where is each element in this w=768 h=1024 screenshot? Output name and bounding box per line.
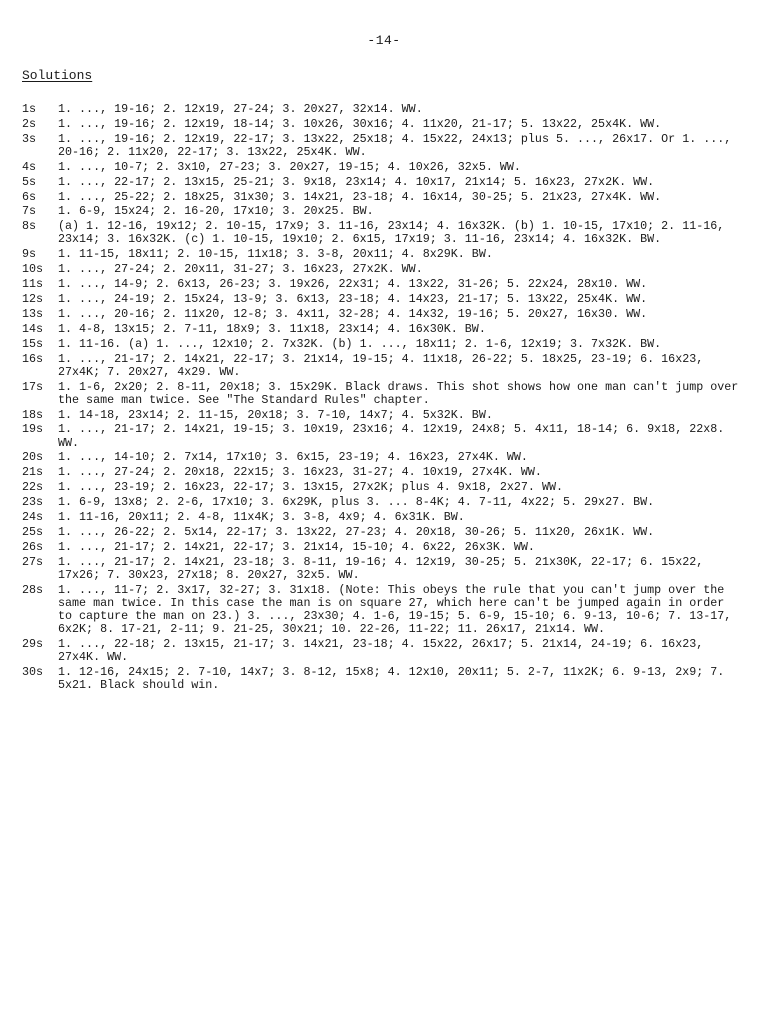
solution-number: 30s	[22, 664, 44, 679]
solution-number: 22s	[22, 480, 44, 495]
solutions-list	[22, 103, 744, 694]
solution-moves: 1. ..., 19-16; 2. 12x19, 22-17; 3. 13x22, 25x18; 4. 15x22, 24x13; plus 5. ..., 26x17. Or 1. ..., 20-16; 2. 11x20, 22-17; 3. 13x22, 25x4K. WW.	[58, 131, 732, 159]
solution-entry	[22, 381, 744, 407]
solution-moves: 1. ..., 21-17; 2. 14x21, 22-17; 3. 21x14, 19-15; 4. 11x18, 26-22; 5. 18x25, 23-19; 6. 16x23, 27x4K; 7. 20x27, 4x29. WW.	[58, 351, 704, 379]
solution-moves: 1. ..., 10-7; 2. 3x10, 27-23; 3. 20x27, 19-15; 4. 10x26, 32x5. WW.	[58, 159, 521, 174]
solution-entry	[22, 161, 744, 174]
solution-entry	[22, 541, 744, 554]
solution-number: 6s	[22, 189, 37, 204]
solution-entry	[22, 248, 744, 261]
solution-moves: 1. ..., 22-18; 2. 13x15, 21-17; 3. 14x21, 23-18; 4. 15x22, 26x17; 5. 21x14, 24-19; 6. 16x23, 27x4K. WW.	[58, 636, 704, 664]
solution-number: 8s	[22, 219, 37, 234]
solution-moves: 1. 11-15, 18x11; 2. 10-15, 11x18; 3. 3-8, 20x11; 4. 8x29K. BW.	[58, 247, 493, 262]
solution-moves: 1. ..., 19-16; 2. 12x19, 27-24; 3. 20x27, 32x14. WW.	[58, 102, 423, 116]
solution-number: 18s	[22, 407, 44, 422]
solution-moves: 1. ..., 26-22; 2. 5x14, 22-17; 3. 13x22, 27-23; 4. 20x18, 30-26; 5. 11x20, 26x1K. WW.	[58, 524, 655, 539]
solution-number: 10s	[22, 262, 44, 277]
solution-number: 11s	[22, 277, 44, 292]
solution-number: 21s	[22, 465, 44, 480]
solution-entry	[22, 118, 744, 131]
solution-moves: 1. 4-8, 13x15; 2. 7-11, 18x9; 3. 11x18, 23x14; 4. 16x30K. BW.	[58, 321, 486, 336]
solution-entry	[22, 556, 744, 582]
solution-number: 20s	[22, 450, 44, 465]
solution-entry	[22, 526, 744, 539]
solution-entry	[22, 205, 744, 218]
solution-number: 1s	[22, 102, 37, 116]
solution-moves: 1. ..., 21-17; 2. 14x21, 19-15; 3. 10x19, 23x16; 4. 12x19, 24x8; 5. 4x11, 18-14; 6. 9x18, 22x8. WW.	[58, 422, 725, 450]
solution-number: 4s	[22, 159, 37, 174]
solution-entry	[22, 278, 744, 291]
solution-number: 13s	[22, 306, 44, 321]
solution-number: 25s	[22, 524, 44, 539]
solution-number: 28s	[22, 582, 44, 597]
solution-entry	[22, 496, 744, 509]
solution-moves: 1. ..., 27-24; 2. 20x18, 22x15; 3. 16x23, 31-27; 4. 10x19, 27x4K. WW.	[58, 465, 542, 480]
solution-entry	[22, 323, 744, 336]
solution-moves: 1. 11-16. (a) 1. ..., 12x10; 2. 7x32K. (b) 1. ..., 18x11; 2. 1-6, 12x19; 3. 7x32K. BW.	[58, 336, 662, 351]
solution-entry	[22, 451, 744, 464]
solution-entry	[22, 511, 744, 524]
solution-moves: 1. ..., 20-16; 2. 11x20, 12-8; 3. 4x11, 32-28; 4. 14x32, 19-16; 5. 20x27, 16x30. WW.	[58, 306, 648, 321]
solution-entry	[22, 481, 744, 494]
solution-entry	[22, 191, 744, 204]
solution-moves: 1. 1-6, 2x20; 2. 8-11, 20x18; 3. 15x29K. Black draws. This shot shows how one man can't jump over the same man twice. See "The Standard Rules" chapter.	[58, 379, 739, 407]
solution-number: 17s	[22, 379, 44, 394]
solution-moves: 1. ..., 25-22; 2. 18x25, 31x30; 3. 14x21, 23-18; 4. 16x14, 30-25; 5. 21x23, 27x4K. WW.	[58, 189, 662, 204]
solution-number: 9s	[22, 247, 37, 262]
solution-number: 23s	[22, 495, 44, 510]
solution-moves: 1. ..., 21-17; 2. 14x21, 22-17; 3. 21x14, 15-10; 4. 6x22, 26x3K. WW.	[58, 539, 535, 554]
solution-number: 27s	[22, 554, 44, 569]
solution-moves: 1. ..., 14-10; 2. 7x14, 17x10; 3. 6x15, 23-19; 4. 16x23, 27x4K. WW.	[58, 450, 528, 465]
solution-moves: 1. 6-9, 13x8; 2. 2-6, 17x10; 3. 6x29K, plus 3. ... 8-4K; 4. 7-11, 4x22; 5. 29x27. BW.	[58, 495, 655, 510]
solution-moves: 1. 14-18, 23x14; 2. 11-15, 20x18; 3. 7-10, 14x7; 4. 5x32K. BW.	[58, 407, 493, 422]
solution-moves: 1. ..., 23-19; 2. 16x23, 22-17; 3. 13x15, 27x2K; plus 4. 9x18, 2x27. WW.	[58, 480, 563, 495]
solution-number: 2s	[22, 116, 37, 131]
solution-entry	[22, 423, 744, 449]
solution-moves: 1. 12-16, 24x15; 2. 7-10, 14x7; 3. 8-12, 15x8; 4. 12x10, 20x11; 5. 2-7, 11x2K; 6. 9-13, 2x9; 7. 5x21. Black should win.	[58, 664, 725, 692]
solution-moves: 1. ..., 14-9; 2. 6x13, 26-23; 3. 19x26, 22x31; 4. 13x22, 31-26; 5. 22x24, 28x10. WW.	[58, 277, 648, 292]
solution-entry	[22, 584, 744, 636]
solution-moves: 1. ..., 24-19; 2. 15x24, 13-9; 3. 6x13, 23-18; 4. 14x23, 21-17; 5. 13x22, 25x4K. WW.	[58, 291, 648, 306]
solution-number: 15s	[22, 336, 44, 351]
solution-number: 3s	[22, 131, 37, 146]
solution-moves: (a) 1. 12-16, 19x12; 2. 10-15, 17x9; 3. 11-16, 23x14; 4. 16x32K. (b) 1. 10-15, 17x10; 2. 11-16, 23x14; 3. 16x32K. (c) 1. 10-15, 19x10; 2. 6x15, 17x19; 3. 11-16, 23x14; 4. 16x32K. BW.	[58, 219, 725, 247]
solution-entry	[22, 353, 744, 379]
solution-moves: 1. 11-16, 20x11; 2. 4-8, 11x4K; 3. 3-8, 4x9; 4. 6x31K. BW.	[58, 509, 465, 524]
solution-entry	[22, 409, 744, 422]
section-heading: Solutions	[22, 68, 93, 83]
solution-number: 24s	[22, 509, 44, 524]
solution-number: 5s	[22, 174, 37, 189]
solution-moves: 1. 6-9, 15x24; 2. 16-20, 17x10; 3. 20x25. BW.	[58, 204, 374, 219]
solution-entry	[22, 103, 744, 116]
solution-entry	[22, 293, 744, 306]
page-number: -14-	[367, 33, 401, 48]
solution-entry	[22, 176, 744, 189]
solution-entry	[22, 466, 744, 479]
solution-number: 19s	[22, 422, 44, 437]
solution-number: 16s	[22, 351, 44, 366]
solution-moves: 1. ..., 19-16; 2. 12x19, 18-14; 3. 10x26, 30x16; 4. 11x20, 21-17; 5. 13x22, 25x4K. WW.	[58, 116, 662, 131]
solution-moves: 1. ..., 11-7; 2. 3x17, 32-27; 3. 31x18. (Note: This obeys the rule that you can't jump over the same man twice. In this case the man is on square 27, which here can't be jumped again in order to capture the man on 23.) 3. ..., 23x30; 4. 1-6, 19-15; 5. 6-9, 15-10; 6. 9-13, 10-6; 7. 13-17, 6x2K; 8. 17-21, 2-11; 9. 21-25, 30x21; 10. 22-26, 11-22; 11. 26x17, 21x14. WW.	[58, 582, 732, 636]
solution-moves: 1. ..., 27-24; 2. 20x11, 31-27; 3. 16x23, 27x2K. WW.	[58, 262, 423, 277]
solution-number: 26s	[22, 539, 44, 554]
solution-number: 7s	[22, 204, 37, 219]
solution-entry	[22, 338, 744, 351]
solution-entry	[22, 308, 744, 321]
solution-number: 29s	[22, 636, 44, 651]
solution-entry	[22, 638, 744, 664]
solution-entry	[22, 666, 744, 692]
solution-number: 12s	[22, 291, 44, 306]
solution-entry	[22, 263, 744, 276]
solution-entry	[22, 220, 744, 246]
solution-moves: 1. ..., 21-17; 2. 14x21, 23-18; 3. 8-11, 19-16; 4. 12x19, 30-25; 5. 21x30K, 22-17; 6. 15x22, 17x26; 7. 30x23, 27x18; 8. 20x27, 32x5. WW.	[58, 554, 704, 582]
solution-number: 14s	[22, 321, 44, 336]
solution-entry	[22, 133, 744, 159]
solution-moves: 1. ..., 22-17; 2. 13x15, 25-21; 3. 9x18, 23x14; 4. 10x17, 21x14; 5. 16x23, 27x2K. WW.	[58, 174, 655, 189]
